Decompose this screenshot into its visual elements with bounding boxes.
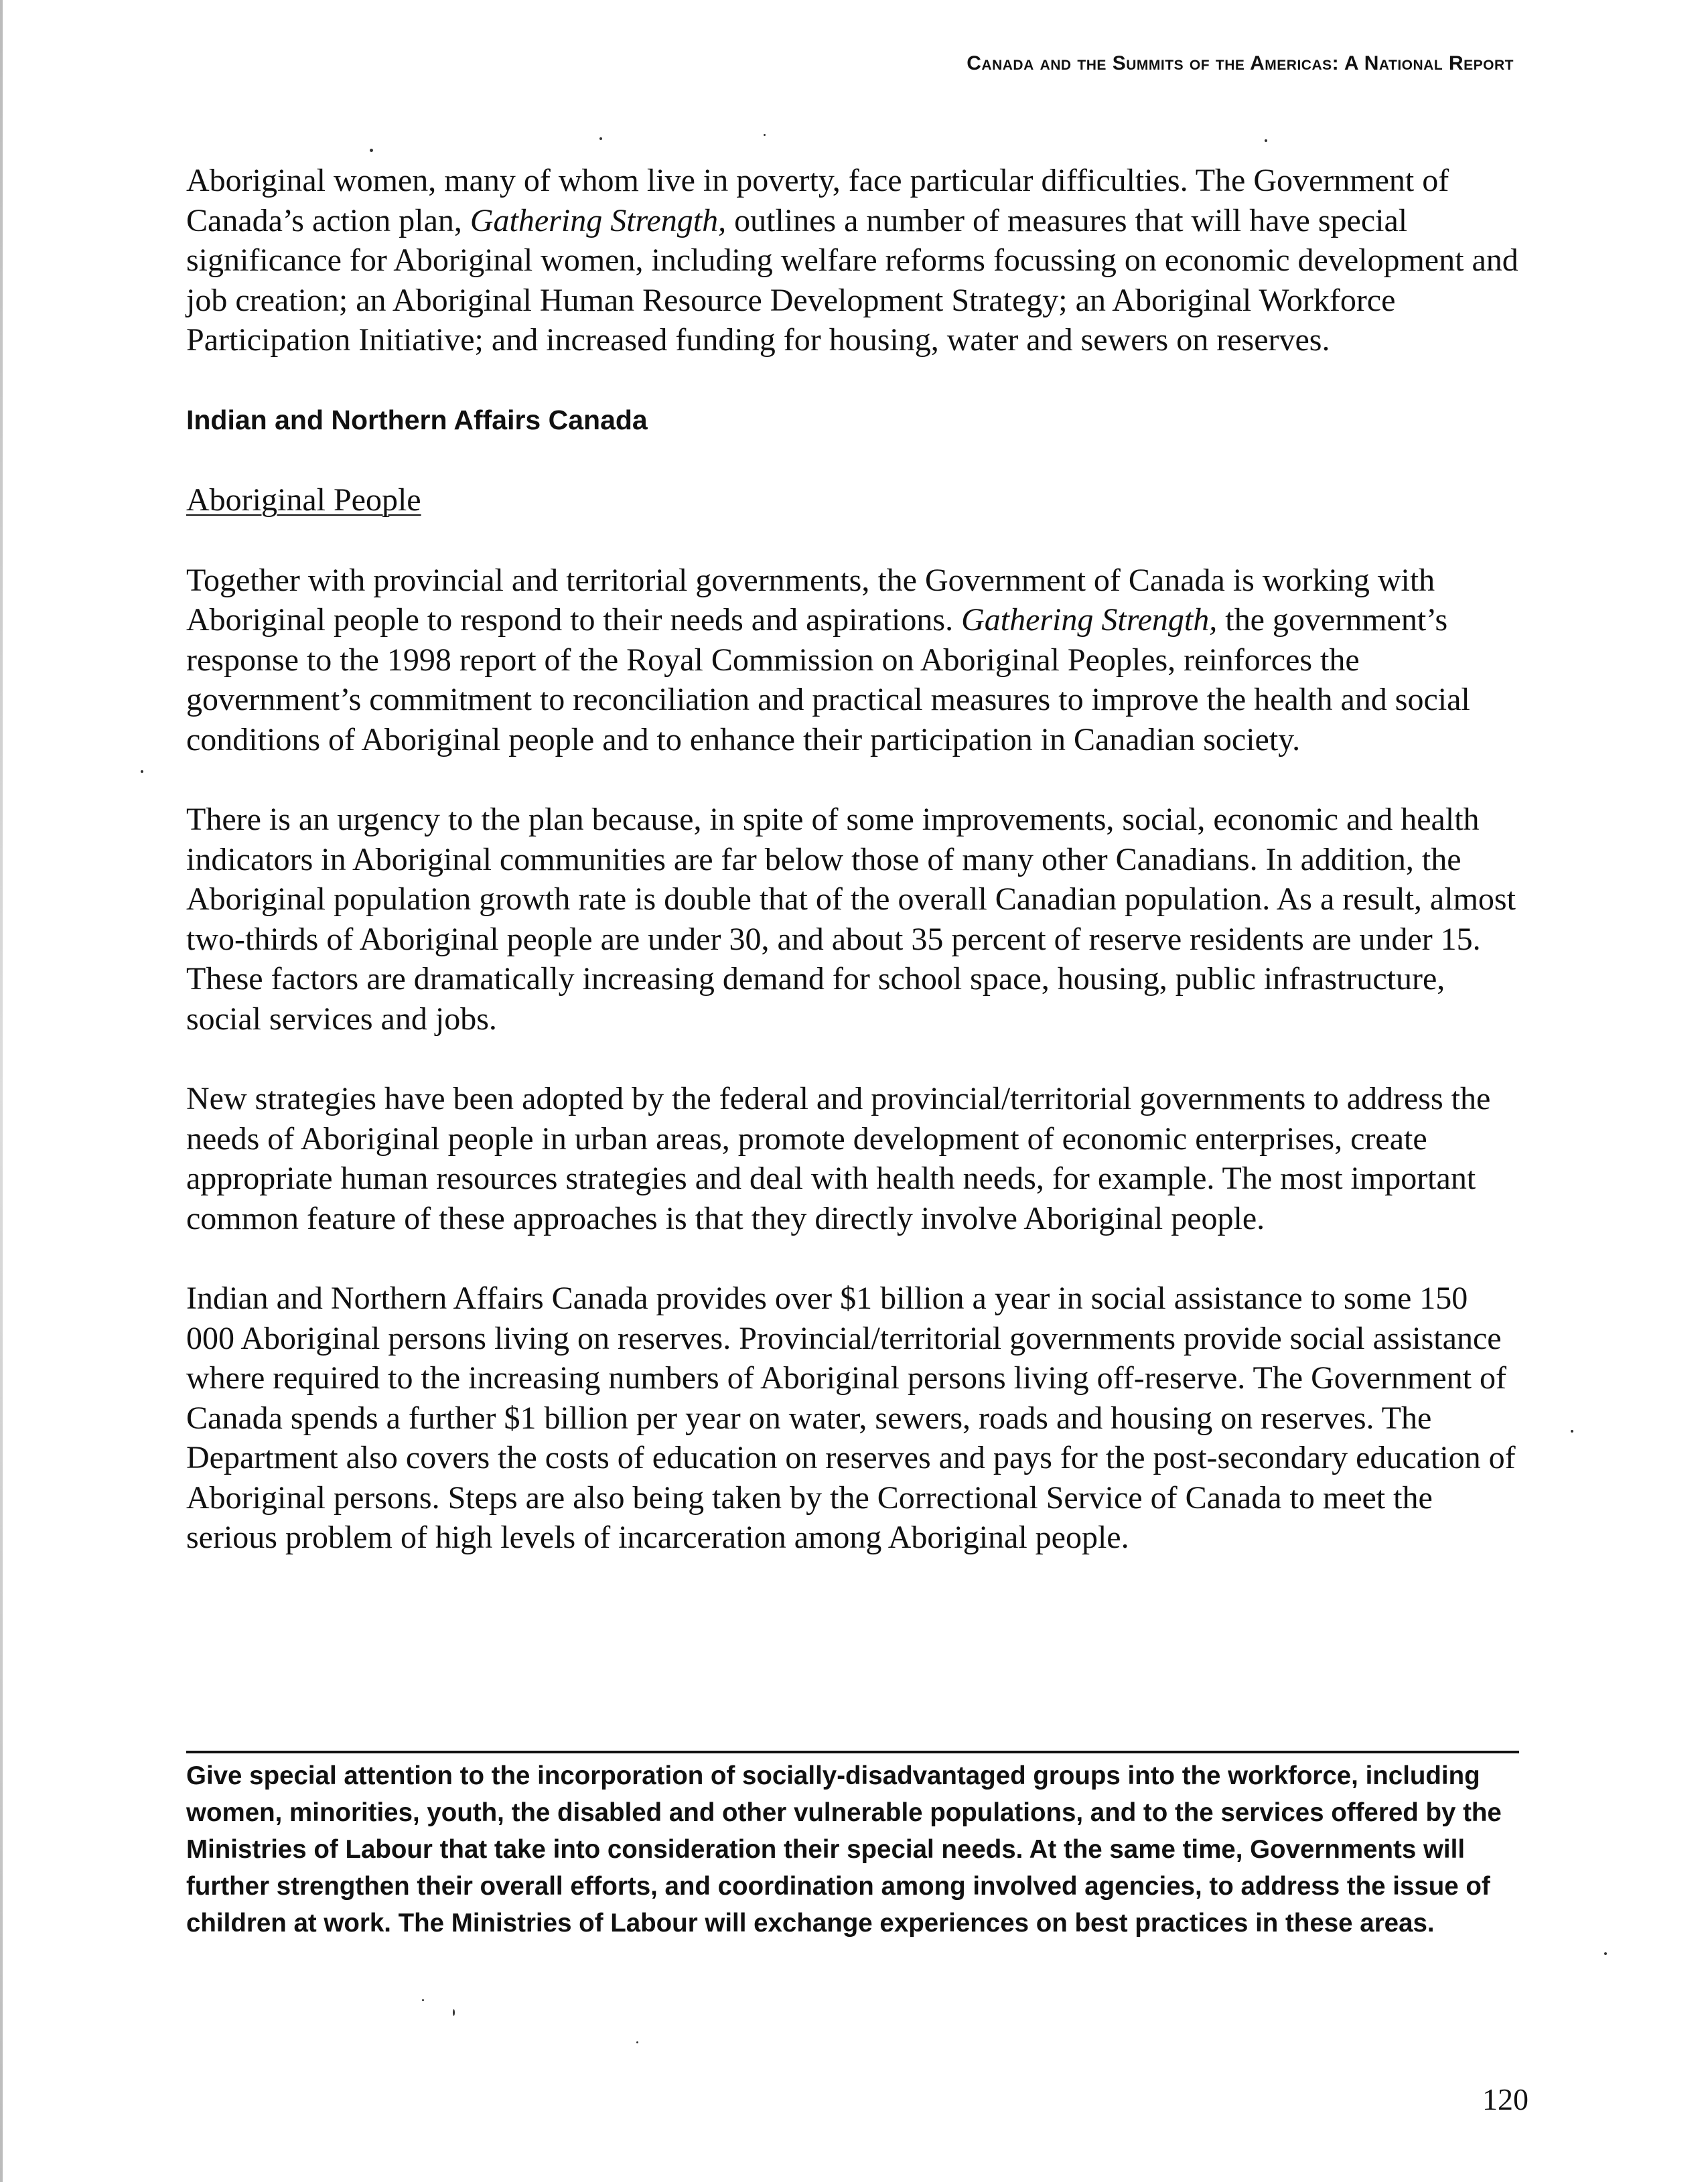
paragraph-text: outlines a number of measures that will have special significance for Aboriginal women, including welfare reforms focussing on economic development and job creation; an Aboriginal Human Resource Development Strategy; an Aboriginal Workforce Participation Initiative; and increased funding for housing, water and sewers on reserves. — [186, 202, 1518, 358]
paragraph-social-assistance: Indian and Northern Affairs Canada provides over $1 billion a year in social assistance to some 150 000 Aboriginal persons living on reserves. Provincial/territorial governments provide social assistance where required to the increasing numbers of Aboriginal persons living off-reserve. The Government of Canada spends a further $1 billion per year on water, sewers, roads and housing on reserves. The Department also covers the costs of education on reserves and pays for the post-secondary education of Aboriginal persons. Steps are also being taken by the Correctional Service of Canada to meet the serious problem of high levels of incarceration among Aboriginal people. — [186, 1281, 1516, 1555]
page-number: 120 — [1482, 2082, 1528, 2116]
scan-speck — [422, 1999, 424, 2001]
italic-title: Gathering Strength, — [961, 602, 1218, 638]
paragraph-text: Aboriginal women, many of whom live in poverty, face particular difficulties. The Government of Canada’s action plan, — [186, 163, 1449, 238]
italic-title: Gathering Strength, — [470, 202, 727, 238]
horizontal-rule — [186, 1751, 1519, 1753]
section-heading: Indian and Northern Affairs Canada — [186, 404, 648, 435]
paragraph-aboriginal-women — [186, 161, 1519, 360]
scan-speck — [453, 2009, 455, 2016]
paragraph-new-strategies: New strategies have been adopted by the federal and provincial/territorial governments to address the needs of Aboriginal people in urban areas, promote development of economic enterprises, create appropriate human resources strategies and deal with health needs, for example. The most important common feature of these approaches is that they directly involve Aboriginal people. — [186, 1081, 1491, 1236]
paragraph-text: the government’s response to the 1998 report of the Royal Commission on Aboriginal Peoples, reinforces the government’s commitment to reconciliation and practical measures to improve the health and social conditions of Aboriginal people and to enhance their participation in Canadian society. — [186, 602, 1470, 757]
scan-speck — [636, 2041, 638, 2043]
scan-speck — [764, 134, 766, 136]
scan-edge — [0, 0, 3, 2182]
scan-speck — [1604, 1952, 1607, 1955]
summit-mandate-callout: Give special attention to the incorporation of socially-disadvantaged groups into the workforce, including women, minorities, youth, the disabled and other vulnerable populations, and to the services offered by the Ministries of Labour that take into consideration their special needs. At the same time, Governments will further strengthen their overall efforts, and coordination among involved agencies, to address the issue of children at work. The Ministries of Labour will exchange experiences on best practices in these areas. — [186, 1761, 1502, 1938]
running-header: Canada and the Summits of the Americas: A National Report — [967, 52, 1514, 74]
sub-heading: Aboriginal People — [186, 482, 421, 518]
paragraph-text: Together with provincial and territorial governments, the Government of Canada is working with Aboriginal people to respond to their needs and aspirations. — [186, 562, 1435, 638]
scan-speck — [1265, 139, 1267, 142]
paragraph-gathering-strength — [186, 561, 1519, 760]
scan-speck — [370, 149, 373, 152]
scan-speck — [599, 137, 602, 140]
main-content — [186, 161, 1519, 1598]
paragraph-urgency: There is an urgency to the plan because, in spite of some improvements, social, economic and health indicators in Aboriginal communities are far below those of many other Canadians. In addition, the Aboriginal population growth rate is double that of the overall Canadian population. As a result, almost two-thirds of Aboriginal people are under 30, and about 35 percent of reserve residents are under 15. These factors are dramatically increasing demand for school space, housing, public infrastructure, social services and jobs. — [186, 802, 1516, 1037]
scan-speck — [1571, 1430, 1573, 1433]
scan-speck — [141, 770, 143, 773]
